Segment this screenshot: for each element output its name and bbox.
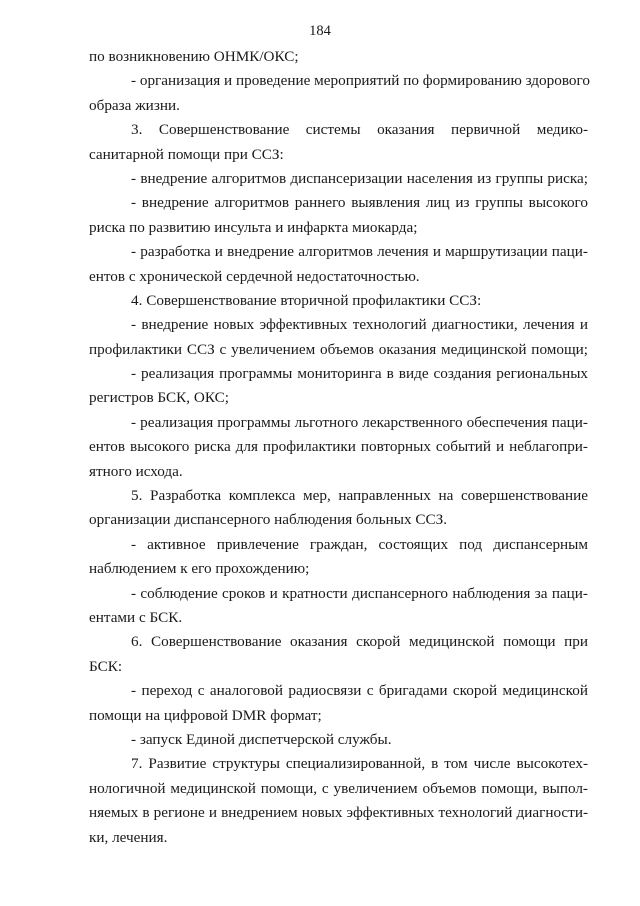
text-line: - разработка и внедрение алгоритмов лечения и маршрутизации паци- — [131, 243, 588, 261]
text-line: помощи на цифровой DMR формат; — [89, 706, 322, 724]
text-line: БСК: — [89, 657, 123, 675]
text-line: санитарной помощи при ССЗ: — [89, 145, 284, 163]
text-line: 4. Совершенствование вторичной профилактики ССЗ: — [131, 291, 482, 309]
text-line: нологичной медицинской помощи, с увеличением объемов помощи, выпол- — [89, 779, 588, 797]
text-line: - внедрение алгоритмов диспансеризации населения из группы риска; — [131, 169, 588, 187]
text-line: организации диспансерного наблюдения больных ССЗ. — [89, 511, 448, 529]
text-line: - внедрение новых эффективных технологий диагностики, лечения и — [131, 316, 588, 334]
text-line: по возникновению ОНМК/ОКС; — [89, 48, 299, 65]
page-number: 184 — [309, 23, 331, 39]
text-line: 3. Совершенствование системы оказания первичной медико- — [131, 121, 588, 139]
text-line: - реализация программы мониторинга в виде создания региональных — [131, 365, 588, 383]
text-line: регистров БСК, ОКС; — [89, 389, 229, 407]
text-line: ентами с БСК. — [89, 608, 183, 626]
text-line: ятного исхода. — [89, 462, 183, 480]
text-line: профилактики ССЗ с увеличением объемов оказания медицинской помощи; — [89, 340, 588, 358]
text-line: наблюдением к его прохождению; — [89, 560, 310, 578]
text-line: образа жизни. — [89, 96, 180, 114]
text-line: - активное привлечение граждан, состоящих под диспансерным — [131, 535, 588, 553]
text-line: риска по развитию инсульта и инфаркта миокарда; — [89, 218, 418, 236]
text-line: - переход с аналоговой радиосвязи с бригадами скорой медицинской — [131, 682, 588, 700]
text-line: - организация и проведение мероприятий по формированию здорового — [131, 72, 590, 90]
text-line: ки, лечения. — [89, 828, 168, 846]
text-line: ентов высокого риска для профилактики повторных событий и неблагопри- — [89, 438, 588, 456]
text-line: - внедрение алгоритмов раннего выявления лиц из группы высокого — [131, 194, 588, 212]
page-body — [89, 45, 588, 850]
text-line: 6. Совершенствование оказания скорой медицинской помощи при — [131, 633, 588, 651]
text-line: ентов с хронической сердечной недостаточностью. — [89, 267, 420, 285]
text-line: - соблюдение сроков и кратности диспансерного наблюдения за паци- — [131, 584, 588, 602]
text-line: - реализация программы льготного лекарственного обеспечения паци- — [131, 413, 588, 431]
text-line: 5. Разработка комплекса мер, направленных на совершенствование — [131, 487, 588, 505]
text-line: - запуск Единой диспетчерской службы. — [131, 730, 392, 748]
text-line: няемых в регионе и внедрением новых эффективных технологий диагности- — [89, 804, 588, 822]
text-line: 7. Развитие структуры специализированной, в том числе высокотех- — [131, 755, 588, 773]
